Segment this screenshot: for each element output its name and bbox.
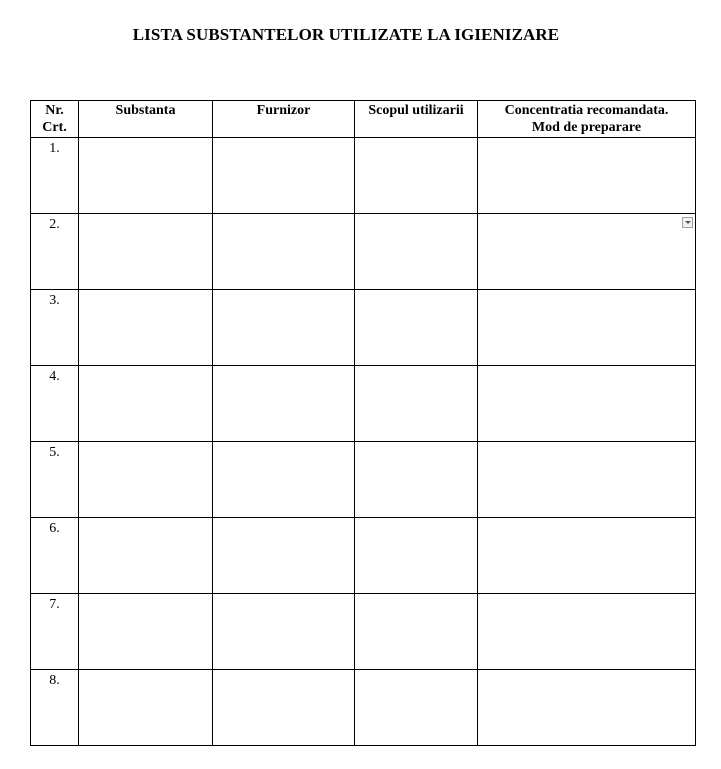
concentration-cell[interactable] (478, 518, 696, 594)
table-row (31, 442, 696, 518)
row-number: 6. (31, 518, 79, 594)
supplier-cell[interactable] (213, 518, 355, 594)
header-purpose: Scopul utilizarii (355, 101, 478, 138)
table-row (31, 290, 696, 366)
concentration-cell[interactable] (478, 442, 696, 518)
purpose-cell[interactable] (355, 214, 478, 290)
header-nr-line2: Crt. (42, 120, 67, 135)
substance-cell[interactable] (79, 670, 213, 746)
header-concentration-line2: Mod de preparare (531, 120, 642, 135)
table-row (31, 366, 696, 442)
purpose-cell[interactable] (355, 366, 478, 442)
supplier-cell[interactable] (213, 214, 355, 290)
row-number: 5. (31, 442, 79, 518)
row-number: 7. (31, 594, 79, 670)
substances-table (30, 100, 696, 746)
table-row (31, 594, 696, 670)
supplier-cell[interactable] (213, 670, 355, 746)
header-supplier: Furnizor (213, 101, 355, 138)
row-number: 3. (31, 290, 79, 366)
concentration-cell[interactable] (478, 138, 696, 214)
row-number: 2. (31, 214, 79, 290)
concentration-cell[interactable] (478, 594, 696, 670)
page-title: LISTA SUBSTANTELOR UTILIZATE LA IGIENIZARE (132, 25, 560, 44)
supplier-cell[interactable] (213, 138, 355, 214)
header-nr-line1: Nr. (45, 103, 64, 118)
header-concentration-line1: Concentratia recomandata. (504, 103, 669, 118)
row-number: 8. (31, 670, 79, 746)
purpose-cell[interactable] (355, 518, 478, 594)
purpose-cell[interactable] (355, 290, 478, 366)
substance-cell[interactable] (79, 442, 213, 518)
substance-cell[interactable] (79, 138, 213, 214)
purpose-cell[interactable] (355, 442, 478, 518)
supplier-cell[interactable] (213, 442, 355, 518)
table-row (31, 518, 696, 594)
row-number: 1. (31, 138, 79, 214)
substance-cell[interactable] (79, 366, 213, 442)
purpose-cell[interactable] (355, 138, 478, 214)
table-row (31, 670, 696, 746)
row-number: 4. (31, 366, 79, 442)
dropdown-button[interactable] (682, 217, 693, 228)
supplier-cell[interactable] (213, 594, 355, 670)
concentration-cell[interactable] (478, 214, 696, 290)
purpose-cell[interactable] (355, 594, 478, 670)
header-substance: Substanta (79, 101, 213, 138)
header-nr-crt (31, 101, 79, 138)
header-concentration (478, 101, 696, 138)
supplier-cell[interactable] (213, 366, 355, 442)
substance-cell[interactable] (79, 290, 213, 366)
purpose-cell[interactable] (355, 670, 478, 746)
concentration-cell[interactable] (478, 366, 696, 442)
table-row (31, 138, 696, 214)
substance-cell[interactable] (79, 214, 213, 290)
table-row (31, 214, 696, 290)
chevron-down-icon (685, 221, 691, 224)
table-header-row (31, 101, 696, 138)
substance-cell[interactable] (79, 594, 213, 670)
concentration-cell[interactable] (478, 290, 696, 366)
substance-cell[interactable] (79, 518, 213, 594)
concentration-cell[interactable] (478, 670, 696, 746)
supplier-cell[interactable] (213, 290, 355, 366)
